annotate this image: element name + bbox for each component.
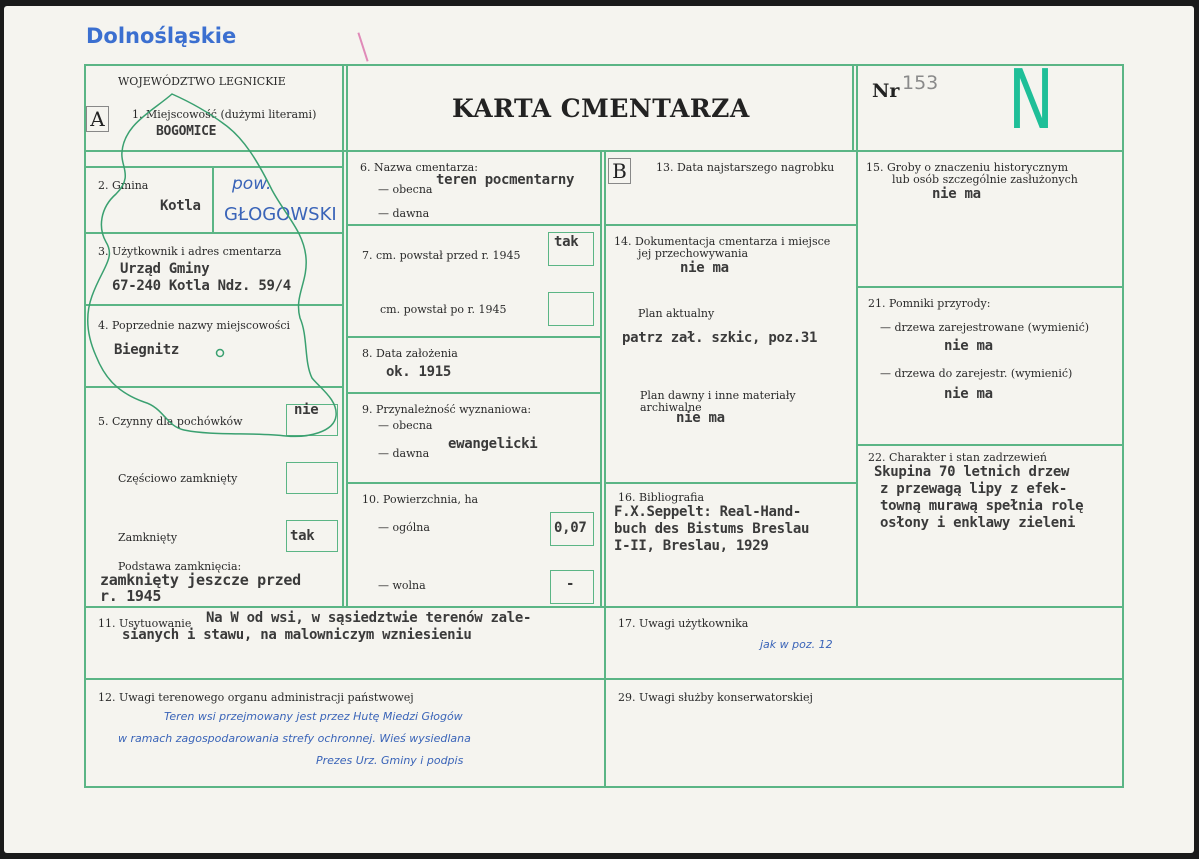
f1-value: BOGOMICE: [156, 124, 217, 139]
f7-value: tak: [554, 234, 579, 250]
f22-line4: osłony i enklawy zieleni: [880, 515, 1076, 531]
f16-line3: I-II, Breslau, 1929: [614, 538, 769, 554]
f7-after-label: cm. powstał po r. 1945: [380, 303, 507, 316]
f14-value: nie ma: [680, 260, 729, 276]
f10-free-value: -: [566, 576, 575, 592]
nr-value: 153: [902, 72, 939, 94]
f2-value: Kotla: [160, 198, 201, 214]
f6-current-value: teren pocmentarny: [436, 172, 575, 188]
plan-former-label-2: archiwalne: [640, 401, 702, 414]
f6-current-label: — obecna: [378, 183, 433, 196]
f7-label: 7. cm. powstał przed r. 1945: [362, 249, 521, 262]
f11-line1: Na W od wsi, w sąsiedztwie terenów zale-: [206, 610, 532, 626]
f10-label: 10. Powierzchnia, ha: [362, 493, 479, 506]
f8-label: 8. Data założenia: [362, 347, 458, 360]
f3-line2: 67-240 Kotla Ndz. 59/4: [112, 278, 291, 294]
f6-label: 6. Nazwa cmentarza:: [360, 161, 478, 174]
f22-label: 22. Charakter i stan zadrzewień: [868, 451, 1047, 464]
f11-label: 11. Usytuowanie: [98, 617, 192, 630]
f3-line1: Urząd Gminy: [120, 261, 210, 277]
f16-line2: buch des Bistums Breslau: [614, 521, 810, 537]
closure-basis-line2: r. 1945: [100, 587, 162, 605]
f17-label: 17. Uwagi użytkownika: [618, 617, 749, 630]
f12-hand-3: Prezes Urz. Gminy i podpis: [316, 754, 464, 767]
f7-after-box: [548, 292, 594, 326]
f8-value: ok. 1915: [386, 364, 452, 380]
f10-total-label: — ogólna: [378, 521, 430, 534]
f9-current-label: — obecna: [378, 419, 433, 432]
plan-former-label-1: Plan dawny i inne materiały: [640, 389, 796, 402]
f16-label: 16. Bibliografia: [618, 491, 705, 504]
cemetery-card: [4, 6, 1194, 853]
f15-label-1: 15. Groby o znaczeniu historycznym: [866, 161, 1069, 174]
f21-label: 21. Pomniki przyrody:: [868, 297, 991, 310]
f1-label: 1. Miejscowość (dużymi literami): [132, 108, 317, 121]
plan-current-value: patrz zał. szkic, poz.31: [622, 330, 818, 346]
f5-label: 5. Czynny dla pochówków: [98, 415, 243, 428]
f22-line1: Skupina 70 letnich drzew: [874, 464, 1070, 480]
f14-label-2: jej przechowywania: [638, 247, 749, 260]
section-b-letter: B: [608, 158, 631, 184]
f5-value: nie: [294, 402, 319, 418]
f9-label: 9. Przynależność wyznaniowa:: [362, 403, 532, 416]
region-stamp: Dolnośląskie: [86, 24, 237, 48]
f2-hand-pow: pow.: [232, 174, 272, 194]
plan-current-label: Plan aktualny: [638, 307, 715, 320]
f21-reg-label: — drzewa zarejestrowane (wymienić): [880, 321, 1090, 334]
f12-hand-1: Teren wsi przejmowany jest przez Hutę Miedzi Głogów: [164, 710, 463, 723]
f9-former-label: — dawna: [378, 447, 430, 460]
f6-former-label: — dawna: [378, 207, 430, 220]
voivodeship-label: WOJEWÓDZTWO LEGNICKIE: [118, 75, 286, 88]
f12-label: 12. Uwagi terenowego organu administracji państwowej: [98, 691, 414, 704]
f22-line2: z przewagą lipy z efek-: [880, 481, 1067, 497]
f4-value: Biegnitz: [114, 342, 180, 358]
f15-value: nie ma: [932, 186, 981, 202]
f29-label: 29. Uwagi służby konserwatorskiej: [618, 691, 813, 704]
closure-basis-line1: zamknięty jeszcze przed: [100, 571, 301, 589]
f13-label: 13. Data najstarszego nagrobku: [656, 161, 835, 174]
hand-drawn-outline: [4, 6, 1194, 853]
f10-total-value: 0,07: [554, 520, 587, 536]
f21-toreg-value: nie ma: [944, 386, 993, 402]
f9-former-value: ewangelicki: [448, 436, 538, 452]
closed-value: tak: [290, 528, 315, 544]
nr-label: Nr: [872, 80, 900, 102]
f2-hand-district: GŁOGOWSKI: [224, 204, 337, 225]
f21-toreg-label: — drzewa do zarejestr. (wymienić): [880, 367, 1073, 380]
closed-label: Zamknięty: [118, 531, 178, 544]
f14-label-1: 14. Dokumentacja cmentarza i miejsce: [614, 235, 831, 248]
partially-closed-label: Częściowo zamknięty: [118, 472, 238, 485]
f21-reg-value: nie ma: [944, 338, 993, 354]
plan-former-value: nie ma: [676, 410, 725, 426]
card-title: KARTA CMENTARZA: [452, 94, 750, 123]
f12-hand-2: w ramach zagospodarowania strefy ochronnej. Wieś wysiedlana: [118, 732, 471, 745]
f16-line1: F.X.Seppelt: Real-Hand-: [614, 504, 801, 520]
marker-letter: N: [1008, 53, 1055, 148]
f2-label: 2. Gmina: [98, 179, 149, 192]
f3-label: 3. Użytkownik i adres cmentarza: [98, 245, 282, 258]
f17-hand: jak w poz. 12: [760, 638, 833, 651]
section-a-letter: A: [86, 106, 109, 132]
closure-basis-label: Podstawa zamknięcia:: [118, 560, 242, 573]
f4-label: 4. Poprzednie nazwy miejscowości: [98, 319, 291, 332]
f11-line2: sianych i stawu, na malowniczym wzniesieniu: [122, 627, 472, 643]
f15-label-2: lub osób szczególnie zasłużonych: [892, 173, 1078, 186]
f22-line3: towną murawą spełnia rolę: [880, 498, 1084, 514]
f10-free-label: — wolna: [378, 579, 426, 592]
